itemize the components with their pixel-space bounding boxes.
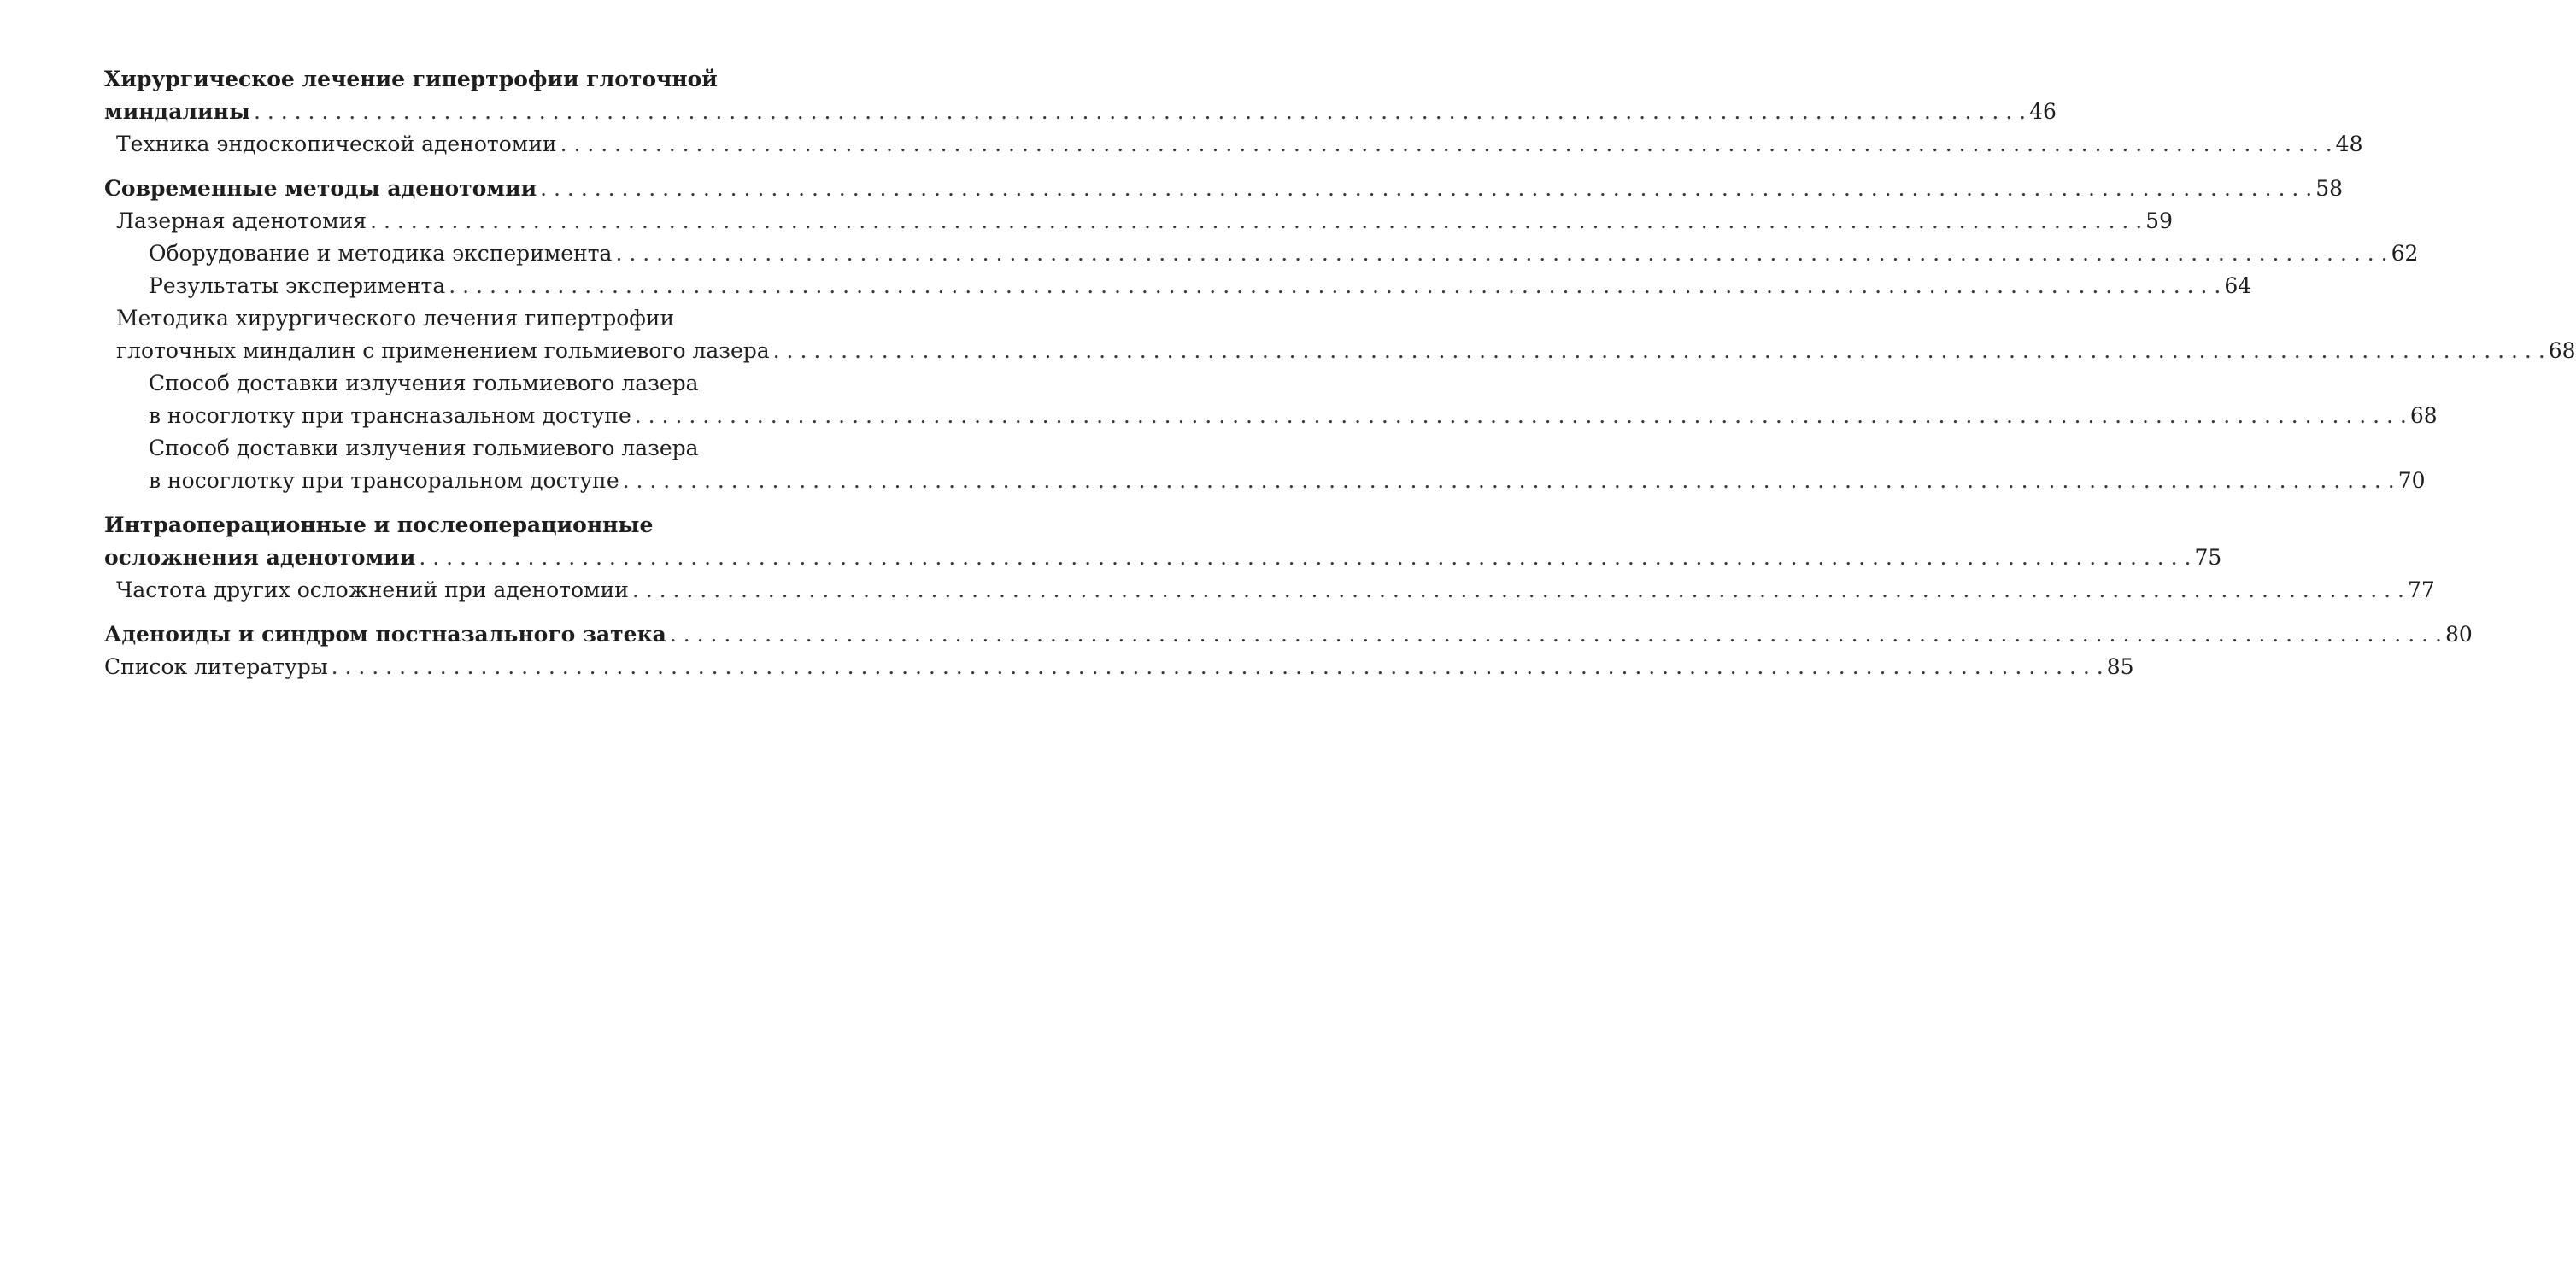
dot-leader bbox=[332, 651, 2104, 683]
table-of-contents bbox=[104, 63, 2576, 683]
toc-entry-title: в носоглотку при трансназальном доступе bbox=[149, 403, 631, 428]
dot-leader bbox=[632, 574, 2404, 606]
toc-page-number: 85 bbox=[2106, 654, 2134, 679]
toc-entry-equipment[interactable] bbox=[104, 237, 2419, 270]
toc-entry-title: в носоглотку при трансоральном доступе bbox=[149, 468, 619, 493]
dot-leader bbox=[773, 335, 2545, 367]
toc-entry-title: Результаты эксперимента bbox=[149, 273, 446, 298]
toc-page-number: 68 bbox=[2409, 403, 2438, 428]
toc-entry-title: Список литературы bbox=[104, 654, 328, 679]
toc-entry-modern-methods[interactable] bbox=[104, 173, 2344, 205]
dot-leader bbox=[560, 128, 2332, 161]
dot-leader bbox=[419, 542, 2191, 574]
dot-leader bbox=[670, 618, 2442, 651]
toc-page-number: 64 bbox=[2224, 273, 2252, 298]
dot-leader bbox=[254, 96, 2026, 128]
toc-entry-transnasal[interactable] bbox=[104, 367, 2438, 432]
toc-entry-endoscopic-technique[interactable] bbox=[104, 128, 2363, 161]
toc-page-number: 70 bbox=[2397, 468, 2426, 493]
toc-entry-references[interactable] bbox=[104, 651, 2134, 683]
dot-leader bbox=[623, 465, 2395, 497]
toc-entry-surgical-treatment[interactable] bbox=[104, 63, 2057, 128]
toc-entry-holmium-method[interactable] bbox=[104, 302, 2576, 367]
toc-entry-title-line: Способ доставки излучения гольмиевого лазера bbox=[149, 436, 699, 460]
toc-page-number: 80 bbox=[2444, 622, 2473, 647]
toc-entry-complications[interactable] bbox=[104, 509, 2222, 574]
toc-page-number: 46 bbox=[2029, 99, 2057, 124]
toc-entry-title: Частота других осложнений при аденотомии bbox=[116, 577, 629, 602]
toc-entry-title: Современные методы аденотомии bbox=[104, 176, 537, 201]
toc-page-number: 68 bbox=[2548, 338, 2576, 363]
toc-entry-laser-adenotomy[interactable] bbox=[104, 205, 2173, 237]
dot-leader bbox=[635, 400, 2407, 432]
toc-page-number: 58 bbox=[2315, 176, 2344, 201]
toc-entry-title-line: Интраоперационные и послеоперационные bbox=[104, 512, 654, 537]
toc-page-number: 77 bbox=[2407, 577, 2435, 602]
toc-page-number: 59 bbox=[2145, 208, 2173, 233]
toc-entry-results[interactable] bbox=[104, 270, 2252, 302]
toc-entry-other-complications[interactable] bbox=[104, 574, 2435, 606]
dot-leader bbox=[449, 270, 2221, 302]
toc-entry-title: Оборудование и методика эксперимента bbox=[149, 241, 613, 266]
toc-entry-title-line: Способ доставки излучения гольмиевого лазера bbox=[149, 371, 699, 395]
toc-entry-title-line: Методика хирургического лечения гипертрофии bbox=[116, 306, 675, 331]
toc-entry-title: Техника эндоскопической аденотомии bbox=[116, 132, 557, 156]
toc-entry-transoral[interactable] bbox=[104, 432, 2426, 497]
toc-entry-title: Лазерная аденотомия bbox=[116, 208, 367, 233]
toc-entry-title: миндалины bbox=[104, 99, 250, 124]
dot-leader bbox=[615, 237, 2387, 270]
toc-entry-title-line: Хирургическое лечение гипертрофии глоточной bbox=[104, 67, 718, 91]
toc-entry-adenoids-postnasal[interactable] bbox=[104, 618, 2473, 651]
toc-page-number: 48 bbox=[2335, 132, 2363, 156]
toc-page-number: 62 bbox=[2391, 241, 2419, 266]
toc-entry-title: осложнения аденотомии bbox=[104, 545, 416, 570]
toc-entry-title: Аденоиды и синдром постназального затека bbox=[104, 622, 666, 647]
dot-leader bbox=[540, 173, 2312, 205]
dot-leader bbox=[370, 205, 2142, 237]
toc-entry-title: глоточных миндалин с применением гольмиевого лазера bbox=[116, 338, 770, 363]
toc-page-number: 75 bbox=[2194, 545, 2222, 570]
